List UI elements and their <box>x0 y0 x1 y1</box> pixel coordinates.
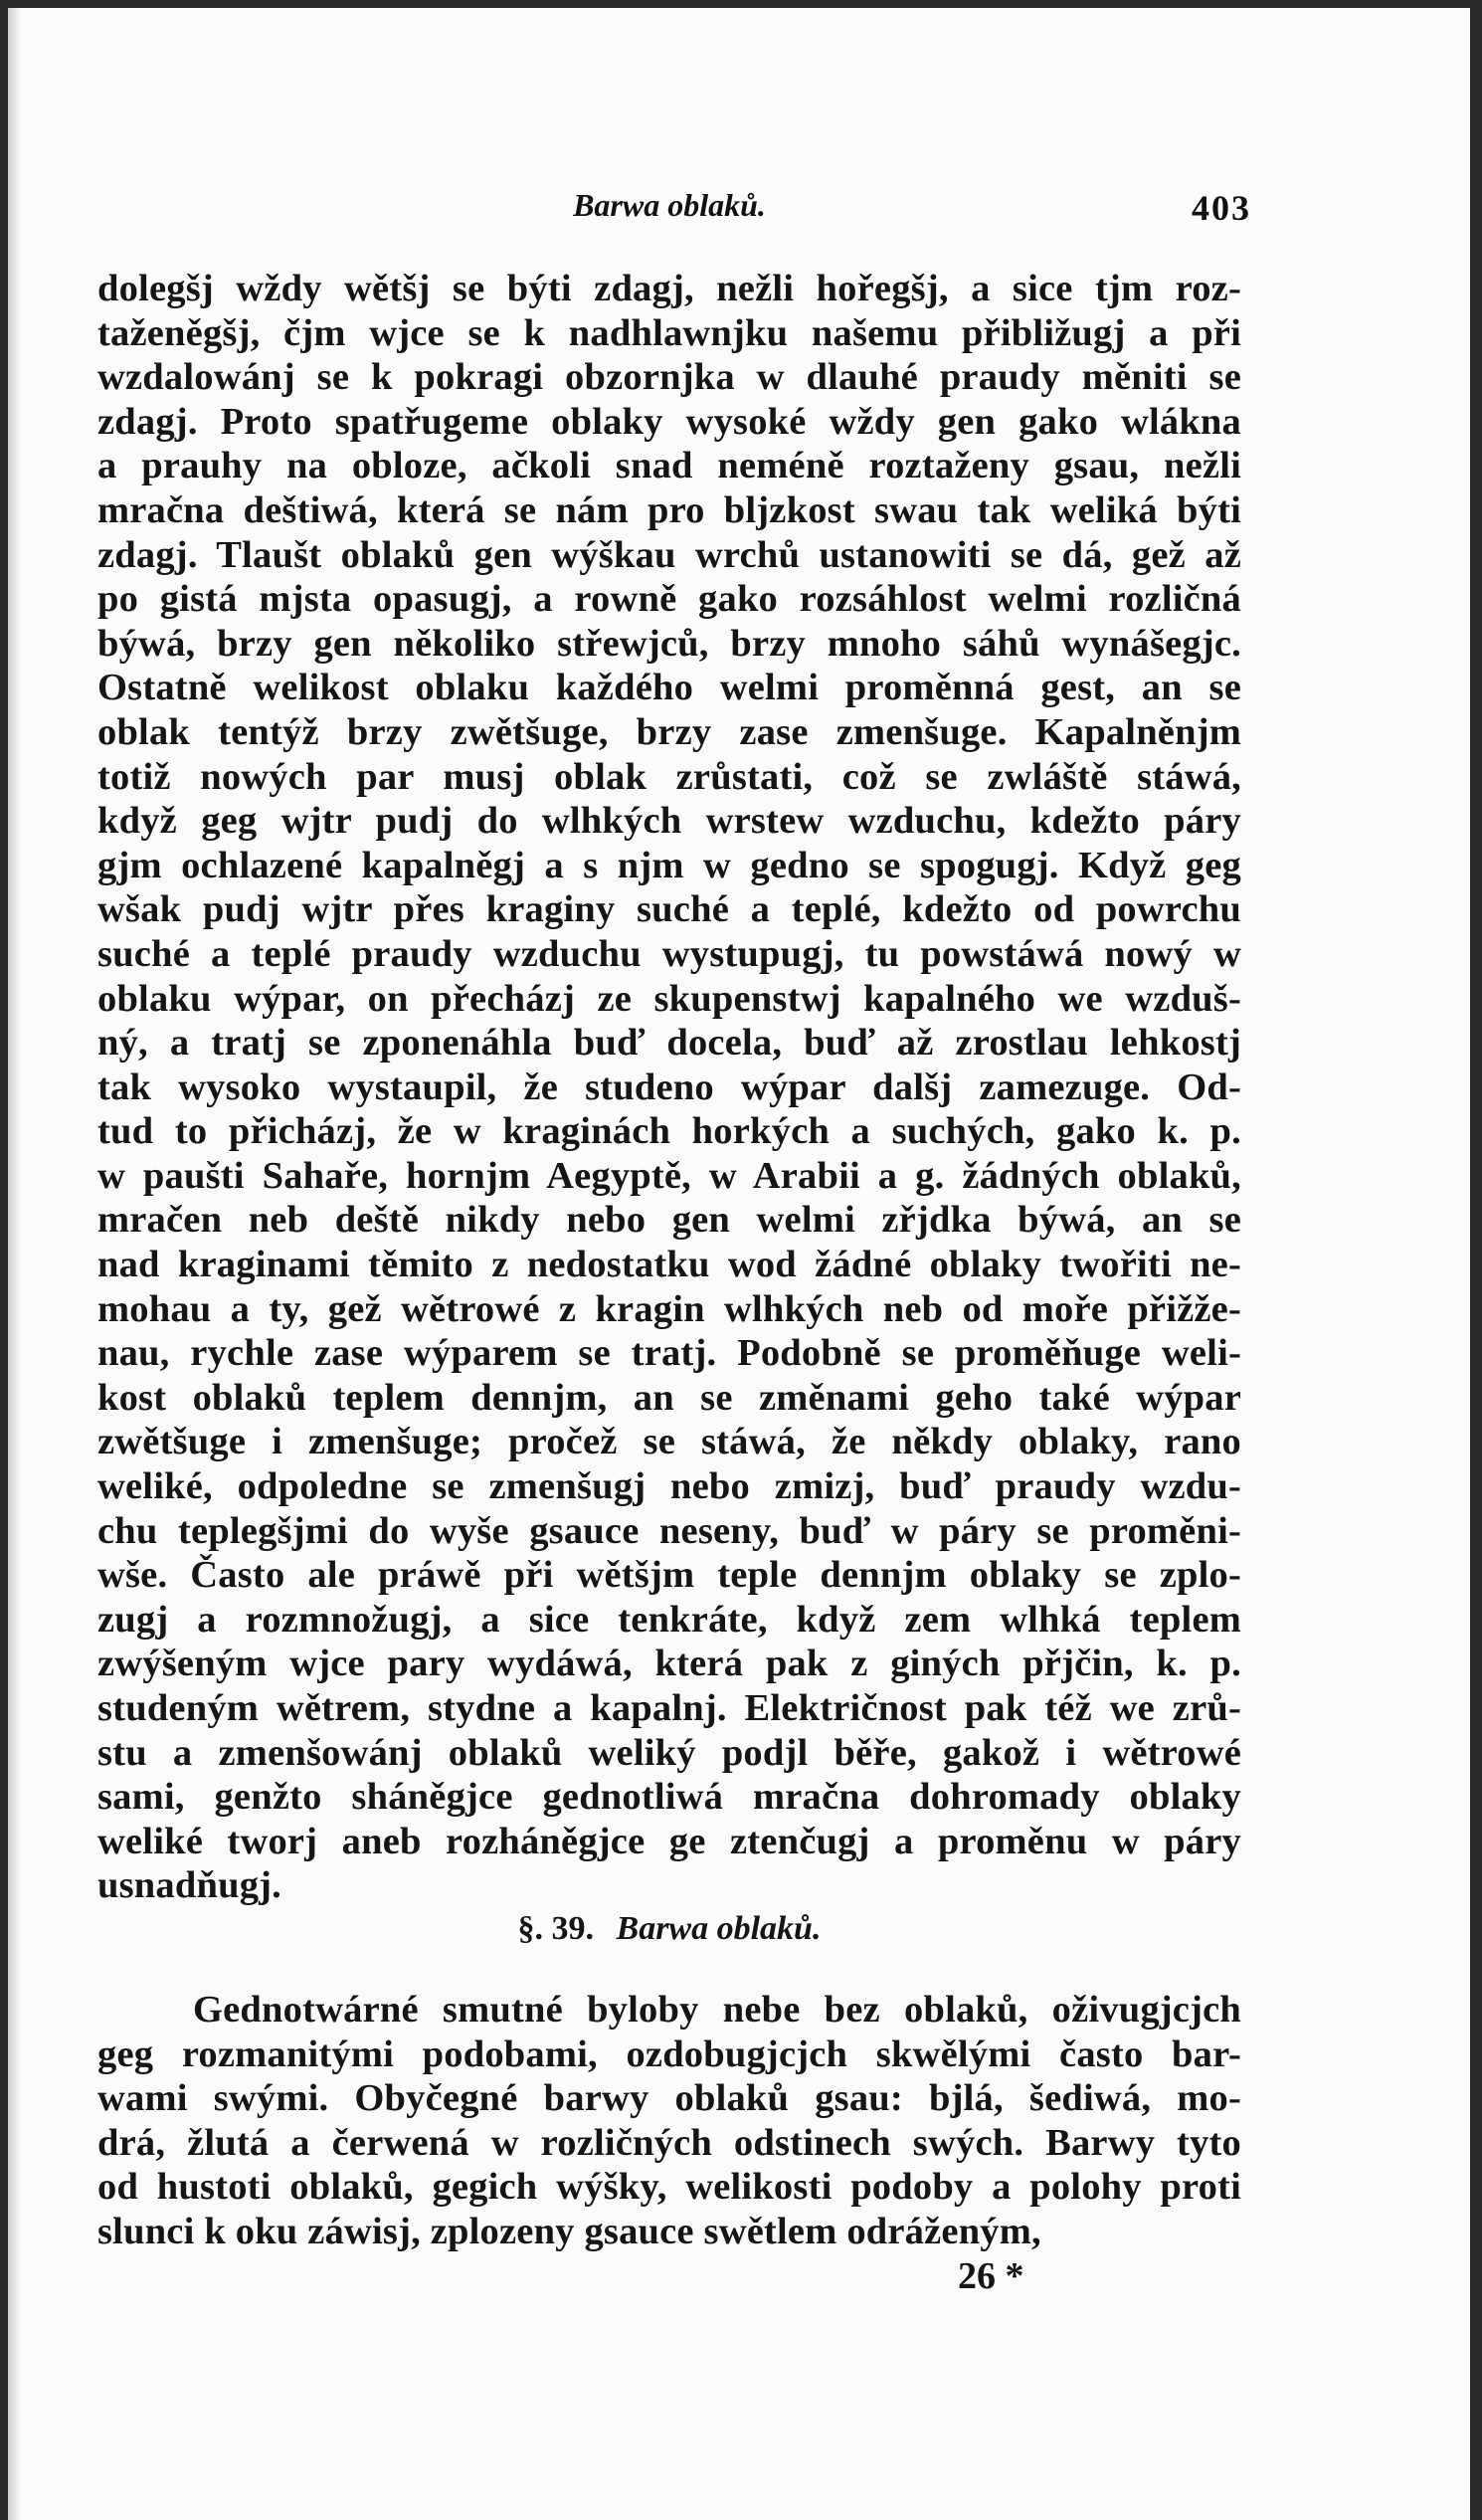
text-line: ný, a tratj se zponenáhla buď docela, buď až zrostlau lehkostj <box>97 1022 1241 1065</box>
text-line: tud to přicházj, že w kraginách horkých a suchých, gako k. p. <box>97 1110 1241 1153</box>
text-line: Gednotwárné smutné byloby nebe bez oblaků, oživugjcjch <box>193 1989 1241 2031</box>
text-line: slunci k oku záwisj, zplozeny gsauce swětlem odráženým, <box>97 2210 1041 2252</box>
text-line: Ostatně welikost oblaku každého welmi proměnná gest, an se <box>97 667 1241 709</box>
text-line: když geg wjtr pudj do wlhkých wrstew wzduchu, kdežto páry <box>97 800 1241 843</box>
text-line: a prauhy na obloze, ačkoli snad neméně roztaženy gsau, nežli <box>97 445 1241 487</box>
text-line: w paušti Sahaře, hornjm Aegyptě, w Arabii a g. žádných oblaků, <box>97 1154 1241 1197</box>
text-line: drá, žlutá a čerwená w rozličných odstinech swých. Barwy tyto <box>97 2121 1241 2164</box>
text-line: taženěgšj, čjm wjce se k nadhlawnjku našemu přibližugj a při <box>97 311 1241 354</box>
text-line: zdagj. Proto spatřugeme oblaky wysoké wždy gen gako wlákna <box>97 400 1241 443</box>
text-line: zdagj. Tlaušt oblaků gen wýškau wrchů ustanowiti se dá, gež až <box>97 533 1241 576</box>
text-line: býwá, brzy gen několiko střewjců, brzy mnoho sáhů wynášegjc. <box>97 622 1241 665</box>
text-line: dolegšj wždy wětšj se býti zdagj, nežli hořegšj, a sice tjm roz- <box>97 268 1241 309</box>
text-line: suché a teplé praudy wzduchu wystupugj, tu powstáwá nowý w <box>97 932 1241 975</box>
text-line: totiž nowých par musj oblak zrůstati, což se zwláště stáwá, <box>97 755 1241 798</box>
text-line: kost oblaků teplem dennjm, an se změnami geho také wýpar <box>97 1376 1241 1419</box>
book-page <box>8 8 1470 2520</box>
paragraph-body <box>97 267 1241 1908</box>
running-title: Barwa oblaků. <box>573 187 766 223</box>
page-number: 403 <box>1192 188 1251 228</box>
text-line: weliké, odpoledne se zmenšugj nebo zmizj, buď praudy wzdu- <box>97 1465 1241 1508</box>
signature-mark: 26 * <box>958 2255 1024 2297</box>
text-line: studeným wětrem, stydne a kapalnj. Električnost pak též we zrů- <box>97 1687 1241 1729</box>
text-line: gjm ochlazené kapalněgj a s njm w gedno se spogugj. Když geg <box>97 844 1241 886</box>
text-line: mohau a ty, gež wětrowé z kragin wlhkých neb od moře přižže- <box>97 1287 1241 1330</box>
text-line: wzdalowánj se k pokragi obzornjka w dlauhé praudy měniti se <box>97 356 1241 399</box>
text-line: nad kraginami těmito z nedostatku wod žádné oblaky twořiti ne- <box>97 1244 1241 1286</box>
text-line: zwětšuge i zmenšuge; pročež se stáwá, že někdy oblaky, rano <box>97 1421 1241 1463</box>
text-line: wami swými. Obyčegné barwy oblaků gsau: bjlá, šediwá, mo- <box>97 2077 1241 2120</box>
text-line: nau, rychle zase wýparem se tratj. Podobně se proměňuge weli- <box>97 1332 1241 1375</box>
paragraph-section-39 <box>97 1988 1241 2254</box>
page-edge-shadow <box>8 8 22 2520</box>
text-line: zwýšeným wjce pary wydáwá, která pak z giných přjčin, k. p. <box>97 1643 1241 1685</box>
text-line: wše. Často ale práwě při wětšjm teple dennjm oblaky se zplo- <box>97 1554 1241 1597</box>
text-line: chu teplegšjmi do wyše gsauce neseny, buď w páry se proměni- <box>97 1509 1241 1552</box>
text-line: od hustoti oblaků, gegich wýšky, welikosti podoby a polohy proti <box>97 2166 1241 2209</box>
text-line: tak wysoko wystaupil, že studeno wýpar dalšj zamezuge. Od- <box>97 1066 1241 1108</box>
text-line: stu a zmenšowánj oblaků weliký podjl běře, gakož i wětrowé <box>97 1731 1241 1774</box>
text-line: oblaku wýpar, on přecházj ze skupenstwj kapalného we wzduš- <box>97 977 1241 1020</box>
text-line: weliké tworj aneb rozháněgjce ge ztenčugj a proměnu w páry <box>97 1820 1241 1862</box>
section-number: §. 39. <box>517 1910 595 1947</box>
section-heading <box>97 1910 1241 1948</box>
text-line: sami, genžto sháněgjce gednotliwá mračna dohromady oblaky <box>97 1776 1241 1819</box>
text-line: wšak pudj wjtr přes kraginy suché a teplé, kdežto od powrchu <box>97 888 1241 931</box>
text-line: usnadňugj. <box>97 1864 281 1907</box>
text-line: mračen neb deště nikdy nebo gen welmi zřjdka býwá, an se <box>97 1199 1241 1242</box>
text-line: geg rozmanitými podobami, ozdobugjcjch skwělými často bar- <box>97 2033 1241 2075</box>
text-line: zugj a rozmnožugj, a sice tenkráte, když zem wlhká teplem <box>97 1598 1241 1641</box>
text-line: mračna deštiwá, která se nám pro bljzkost swau tak weliká býti <box>97 488 1241 531</box>
text-line: oblak tentýž brzy zwětšuge, brzy zase zmenšuge. Kapalněnjm <box>97 710 1241 753</box>
text-line: po gistá mjsta opasugj, a rowně gako rozsáhlost welmi rozličná <box>97 578 1241 621</box>
page-header <box>97 187 1251 237</box>
section-title: Barwa oblaků. <box>616 1910 822 1947</box>
